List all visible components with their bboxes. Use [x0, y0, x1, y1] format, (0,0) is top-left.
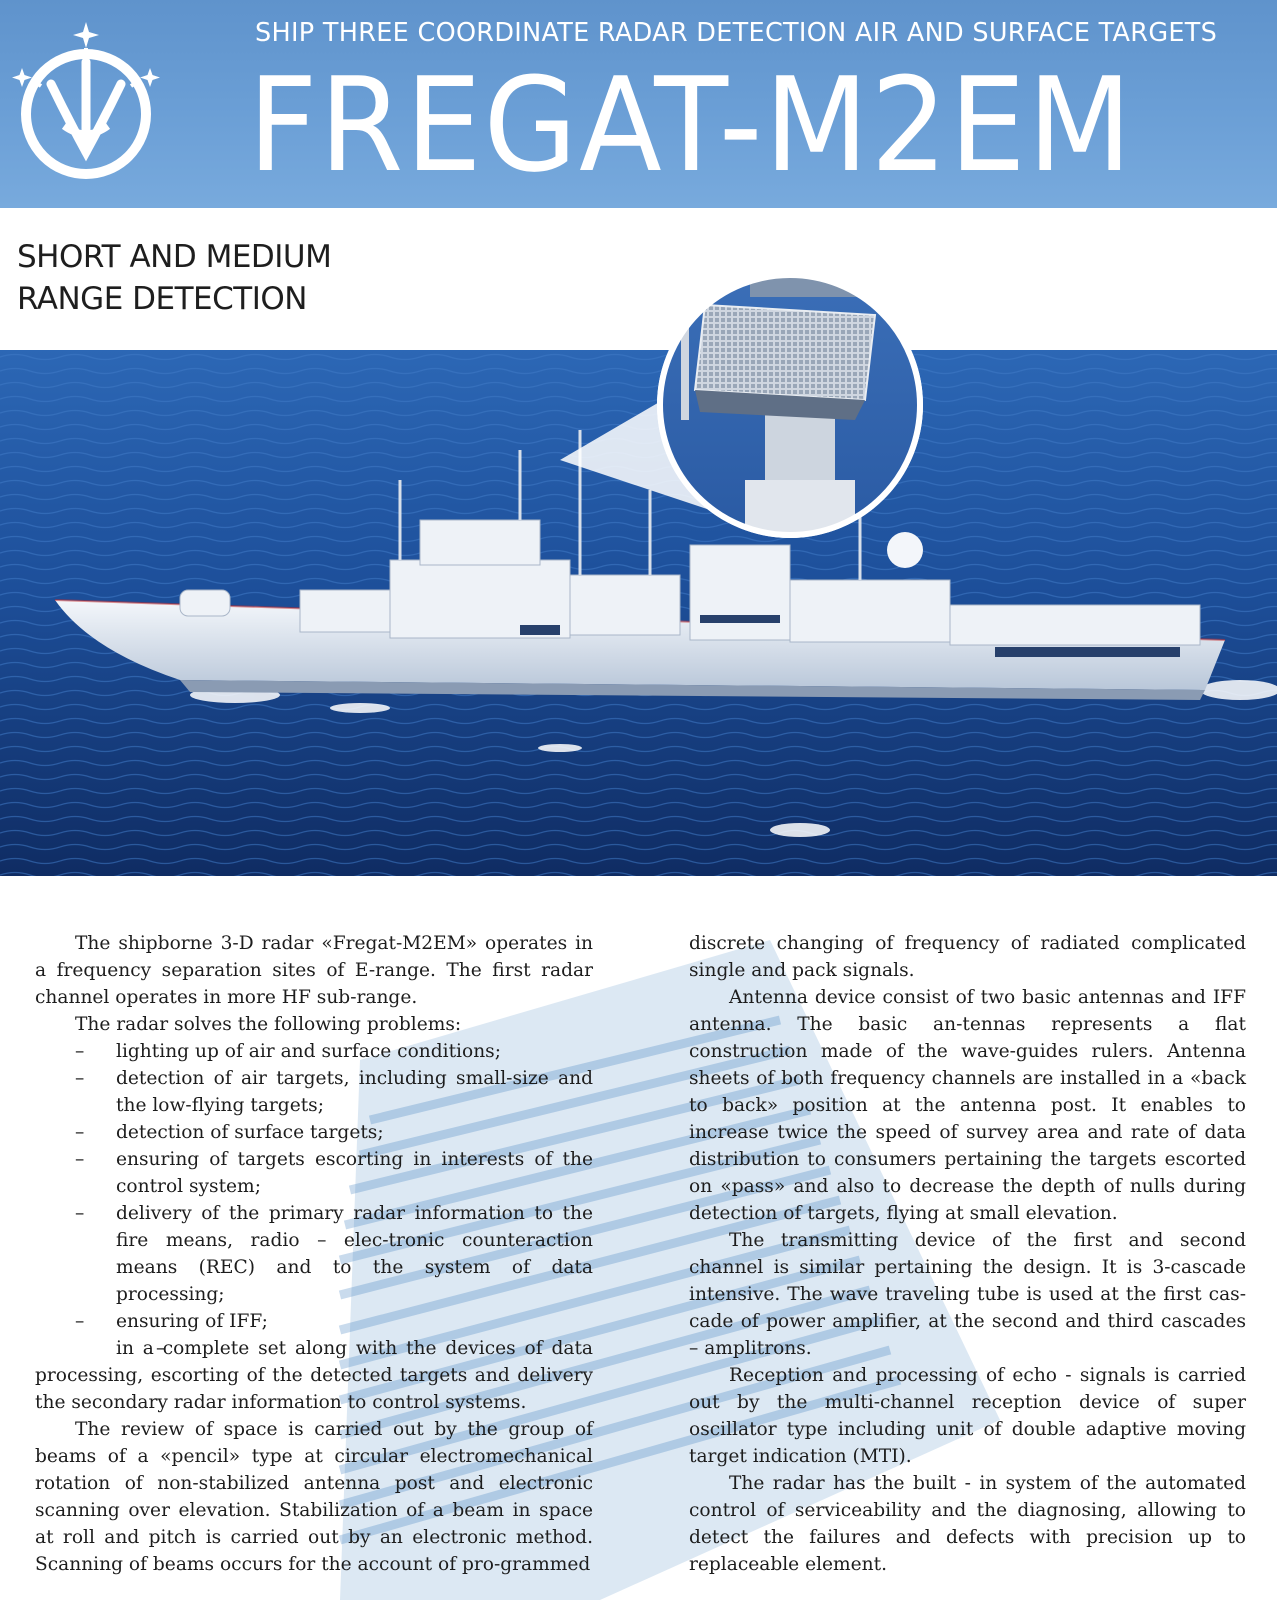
- radar-antenna-inset: [565, 270, 965, 540]
- diagnostics-paragraph: The radar has the built - in system of the automated control of serviceability and the diagnosing, allowing to detect the failures and defects with precision up to replaceable element.: [689, 1473, 1246, 1575]
- list-item: – ensuring of targets escorting in interests of the control system;: [35, 1146, 593, 1200]
- section-heading: [17, 236, 437, 320]
- list-item: – detection of air targets, including small-size and the low-flying targets;: [35, 1065, 593, 1119]
- list-item: – delivery of the primary radar information to the fire means, radio – elec-tronic counteraction means (REC) and to the system of data processing;: [35, 1200, 593, 1308]
- section-heading-line-2: RANGE DETECTION: [17, 281, 307, 317]
- header-subtitle: SHIP THREE COORDINATE RADAR DETECTION AIR AND SURFACE TARGETS: [255, 18, 1218, 48]
- company-logo-icon: [6, 14, 166, 184]
- frequency-paragraph: discrete changing of frequency of radiated complicated single and pack signals.: [689, 933, 1246, 981]
- list-item: – in a complete set along with the devices of data processing, escorting of the detected targets and delivery the secondary radar information to control systems.: [35, 1335, 593, 1416]
- review-paragraph: The review of space is carried out by the group of beams of a «pencil» type at circular electromechanical rotation of non-stabilized antenna post and electronic scanning over elevation. Stabilization of a beam in space at roll and pitch is carried out by an electronic method. Scanning of beams occurs for the account of pro-grammed: [35, 1419, 593, 1575]
- left-text-column: [35, 930, 593, 1578]
- right-text-column: [689, 930, 1246, 1578]
- reception-paragraph: Reception and processing of echo - signals is carried out by the multi-channel reception device of super oscillator type including unit of double adaptive moving target indication (MTI).: [689, 1365, 1246, 1467]
- list-item: – ensuring of IFF;: [35, 1308, 593, 1335]
- problems-intro: The radar solves the following problems:: [75, 1014, 462, 1035]
- intro-paragraph: The shipborne 3-D radar «Fregat-M2EM» operates in a frequency separation sites of E-range. The first radar channel operates in more HF sub-range.: [35, 933, 593, 1008]
- list-item: – lighting up of air and surface conditions;: [35, 1038, 593, 1065]
- transmitter-paragraph: The transmitting device of the first and second channel is similar pertaining the design. It is 3-cascade intensive. The wave traveling tube is used at the first cas-cade of power amplifier, at the second and third cascades – amplitrons.: [689, 1230, 1246, 1359]
- list-item: – detection of surface targets;: [35, 1119, 593, 1146]
- section-heading-line-1: SHORT AND MEDIUM: [17, 239, 332, 275]
- header-band: [0, 0, 1277, 208]
- problems-list: [35, 1038, 593, 1416]
- antenna-paragraph: Antenna device consist of two basic antennas and IFF antenna. The basic an-tennas represents a flat construction made of the wave-guides rulers. Antenna sheets of both frequency channels are installed in a «back to back» position at the antenna post. It enables to increase twice the speed of survey area and rate of data distribution to consumers pertaining the targets escorted on «pass» and also to decrease the depth of nulls during detection of targets, flying at small elevation.: [689, 987, 1246, 1224]
- product-title: FREGAT-M2EM: [248, 49, 1134, 201]
